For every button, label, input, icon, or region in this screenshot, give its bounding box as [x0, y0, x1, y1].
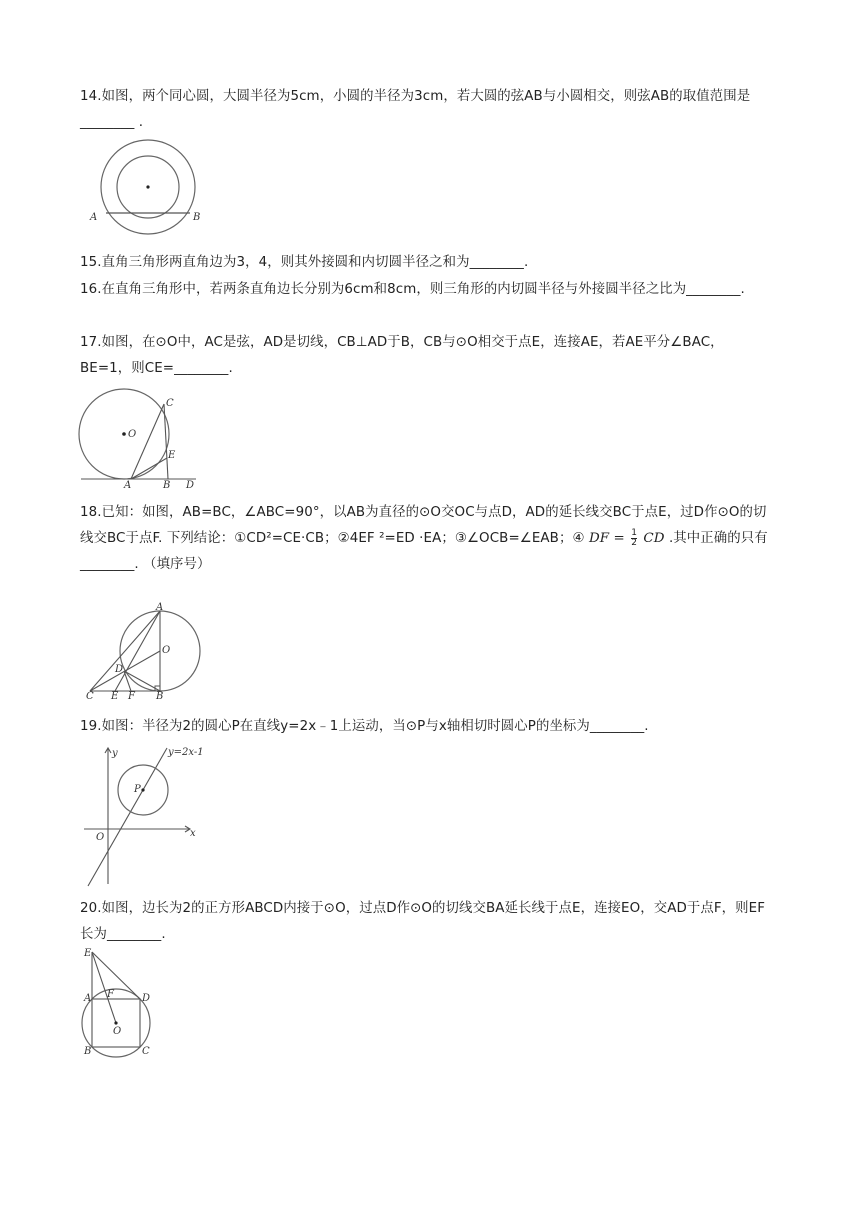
question-19 [80, 714, 770, 740]
center-point [146, 185, 149, 188]
label-b: B [163, 480, 171, 491]
label-a: A [124, 480, 132, 491]
label-a: A [84, 993, 92, 1004]
figure-coordinate-plane [82, 744, 204, 888]
figure-circle-tangent [76, 390, 206, 490]
fraction-numerator: 1 [631, 527, 638, 538]
label-b: B [84, 1046, 92, 1057]
question-15 [80, 250, 770, 276]
label-e: E [84, 948, 92, 959]
label-b: B [193, 212, 201, 223]
label-d: D [115, 664, 124, 675]
label-f: F [128, 691, 135, 702]
label-o: O [128, 429, 137, 440]
segment-ae [131, 458, 167, 479]
question-15-text: 15.直角三角形两直角边为3，4，则其外接圆和内切圆半径之和为________. [80, 255, 529, 270]
label-x: x [190, 828, 196, 839]
question-20-text: 20.如图，边长为2的正方形ABCD内接于⊙O，过点D作⊙O的切线交BA延长线于点E，连接EO，交AD于点F，则EF长为________. [80, 901, 766, 942]
center-p [141, 788, 144, 791]
formula-rhs: CD [643, 531, 665, 546]
label-o: O [96, 832, 105, 843]
label-c: C [142, 1046, 150, 1057]
tangent-de [92, 952, 140, 999]
label-y: y [112, 748, 118, 759]
question-17 [80, 330, 770, 382]
question-18-text-before: 18.已知：如图，AB=BC，∠ABC=90°，以AB为直径的⊙O交OC与点D，AD的延长线交BC于点E，过D作⊙O的切线交BC于点F. 下列结论：①CD²=CE·CB；②4EF ²=ED ·EA；③∠OCB=∠EAB；④ [80, 505, 767, 546]
label-d: D [142, 993, 151, 1004]
label-a: A [90, 212, 98, 223]
fraction-one-half [631, 529, 637, 548]
question-18-text-after: .其中正确的只有________. （填序号） [80, 531, 768, 572]
question-16 [80, 277, 770, 303]
label-o: O [113, 1026, 122, 1037]
center-o [122, 432, 126, 436]
formula-lhs: DF = [588, 531, 625, 546]
label-o: O [162, 645, 171, 656]
segment-ac [131, 404, 164, 479]
label-c: C [166, 398, 174, 409]
question-18 [80, 500, 770, 578]
question-19-text: 19.如图：半径为2的圆心P在直线y=2x﹣1上运动，当⊙P与x轴相切时圆心P的坐标为________. [80, 719, 649, 734]
label-p: P [134, 784, 141, 795]
segment-ca [90, 611, 160, 691]
question-14-text: 14.如图，两个同心圆，大圆半径为5cm，小圆的半径为3cm，若大圆的弦AB与小圆相交，则弦AB的取值范围是________ . [80, 89, 751, 130]
question-20 [80, 896, 770, 948]
segment-cb [164, 404, 168, 479]
segment-eo [92, 952, 116, 1023]
question-16-text: 16.在直角三角形中，若两条直角边长分别为6cm和8cm，则三角形的内切圆半径与外接圆半径之比为________. [80, 282, 745, 297]
label-c: C [86, 691, 94, 702]
figure-square-in-circle [80, 946, 170, 1058]
question-17-text: 17.如图，在⊙O中，AC是弦，AD是切线，CB⊥AD于B，CB与⊙O相交于点E，连接AE，若AE平分∠BAC，BE=1，则CE=________. [80, 335, 724, 376]
label-a: A [156, 602, 164, 613]
figure-concentric-circles [84, 140, 214, 232]
label-e: E [111, 691, 119, 702]
figure-tangent-triangle [82, 602, 200, 700]
label-f: F [107, 989, 114, 1000]
label-d: D [186, 480, 195, 491]
label-line-equation: y=2x-1 [168, 747, 204, 758]
label-b: B [156, 691, 164, 702]
label-e: E [168, 450, 176, 461]
center-o [114, 1021, 117, 1024]
question-14 [80, 84, 770, 136]
fraction-denominator: 2 [631, 537, 638, 548]
